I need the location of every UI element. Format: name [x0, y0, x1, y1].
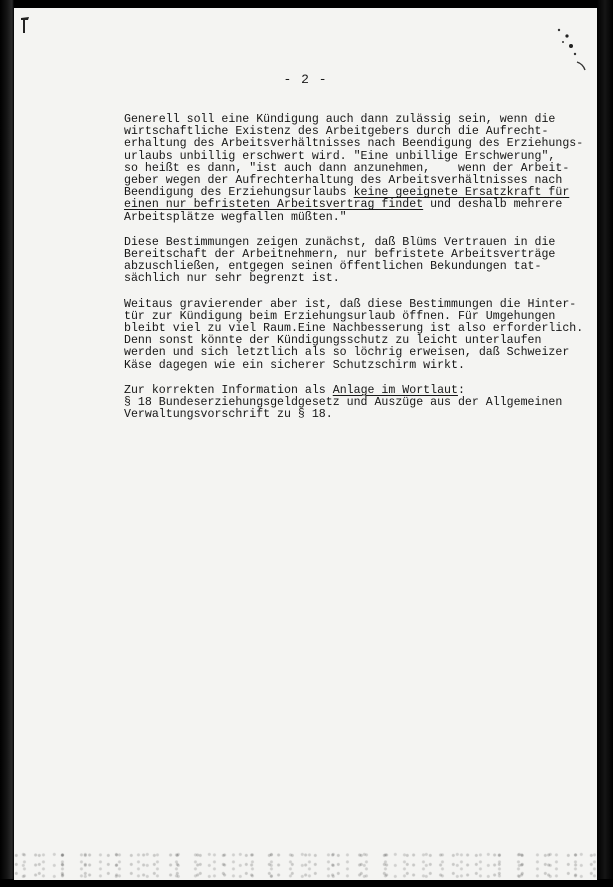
underlined-text: keine geeignete Ersatzkraft für: [353, 186, 570, 200]
scan-noise: [14, 850, 597, 880]
text-segment: erhaltung des Arbeitsverhältnisses nach Beendigung des Erziehungs-: [124, 137, 584, 151]
scan-edge-bottom: [0, 879, 613, 887]
text-line: [124, 409, 594, 421]
text-segment: Generell soll eine Kündigung auch dann zulässig sein, wenn die: [124, 113, 556, 126]
punch-mark-icon: [20, 16, 30, 34]
text-segment: und deshalb mehrere: [423, 198, 563, 212]
text-segment: Weitaus gravierender aber ist, daß diese Bestimmungen die Hinter-: [124, 297, 577, 311]
text-segment: abzuschließen, entgegen seinen öffentlichen Bekundungen tat-: [124, 260, 542, 274]
text-segment: Denn sonst könnte der Kündigungsschutz zu leicht unterlaufen: [124, 334, 542, 348]
underlined-text: einen nur befristeten Arbeitsvertrag findet: [124, 198, 424, 212]
text-segment: Zur korrekten Information als: [124, 383, 333, 397]
text-segment: tür zur Kündigung beim Erziehungsurlaub öffnen. Für Umgehungen: [124, 309, 556, 323]
scan-smudge-icon: [549, 24, 589, 74]
underlined-text: Anlage im Wortlaut: [332, 383, 458, 397]
paragraph: [124, 237, 594, 286]
text-segment: werden und sich letztlich als so löchrig erweisen, daß Schweizer: [124, 346, 570, 360]
paragraph: [124, 385, 594, 422]
page-number: - 2 -: [283, 72, 328, 87]
text-line: [124, 273, 594, 285]
text-segment: bleibt viel zu viel Raum.Eine Nachbesserung ist also erforderlich.: [124, 322, 584, 336]
text-line: [124, 212, 594, 224]
text-segment: so heißt es dann, "ist auch dann anzunehmen, wenn der Arbeit-: [124, 161, 570, 175]
text-segment: § 18 Bundeserziehungsgeldgesetz und Auszüge aus der Allgemeinen: [124, 396, 563, 410]
text-segment: Beendigung des Erziehungsurlaubs: [124, 186, 354, 200]
text-segment: sächlich nur sehr begrenzt ist.: [124, 272, 340, 286]
text-segment: wirtschaftliche Existenz des Arbeitgebers durch die Aufrecht-: [124, 125, 549, 139]
text-segment: geber wegen der Aufrechterhaltung des Arbeitsverhältnisses nach: [124, 174, 563, 188]
text-segment: Diese Bestimmungen zeigen zunächst, daß Blüms Vertrauen in die: [124, 235, 556, 249]
document-body: [124, 114, 594, 434]
scan-edge-left: [0, 0, 14, 887]
text-segment: urlaubs unbillig erschwert wird. "Eine unbillige Erschwerung",: [124, 149, 556, 163]
text-segment: Käse dagegen wie ein sicherer Schutzschirm wirkt.: [124, 358, 465, 372]
text-segment: Verwaltungsvorschrift zu § 18.: [124, 408, 333, 422]
document-page: [14, 8, 597, 880]
paragraph: [124, 114, 594, 224]
text-segment: Bereitschaft der Arbeitnehmern, nur befristete Arbeitsverträge: [124, 248, 556, 262]
paragraph: [124, 299, 594, 372]
text-segment: Arbeitsplätze wegfallen müßten.": [124, 210, 347, 224]
text-segment: :: [457, 383, 465, 397]
text-line: [124, 360, 594, 372]
scan-edge-right: [597, 0, 613, 887]
